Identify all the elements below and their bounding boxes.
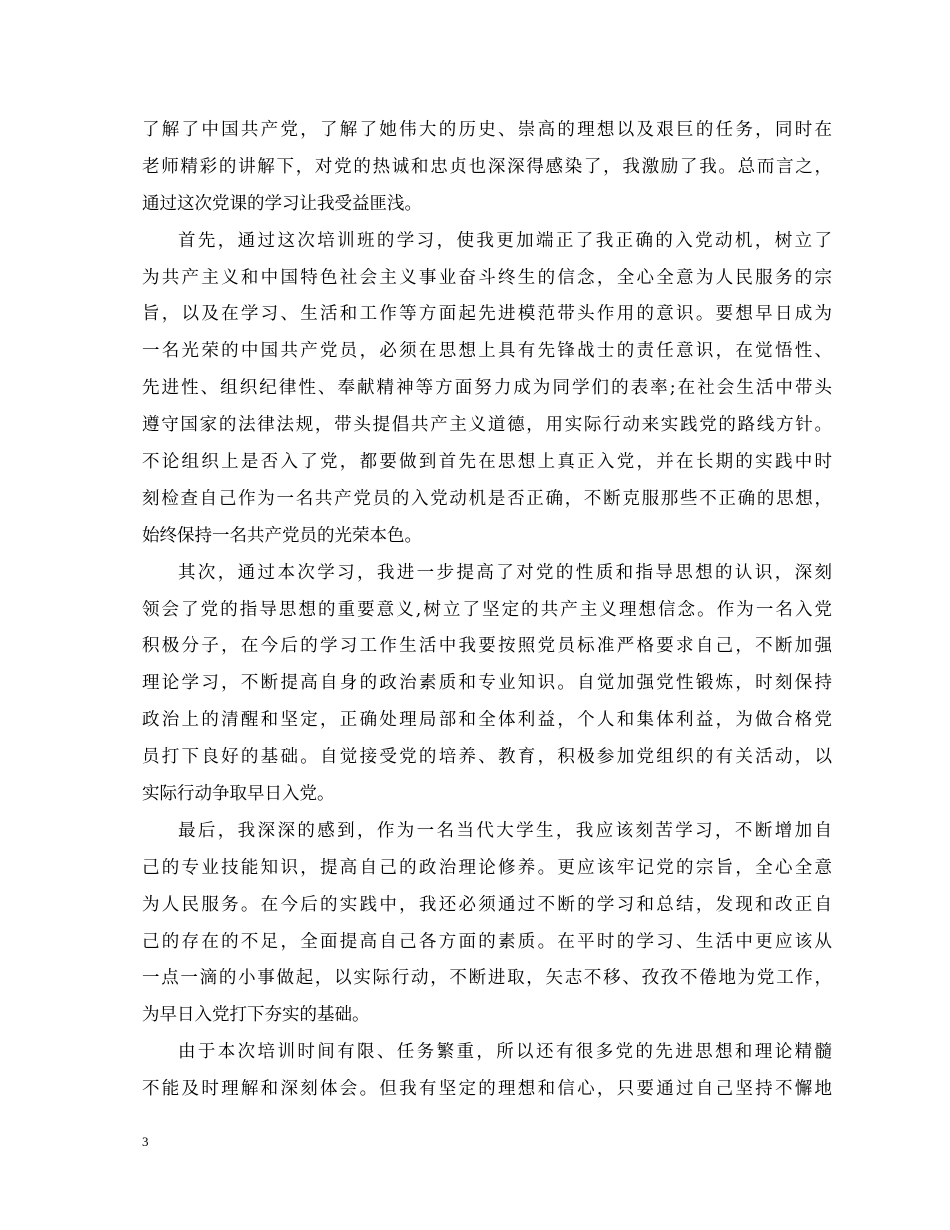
text-line: 始终保持一名共产党员的光荣本色。 <box>142 525 422 546</box>
text-line: 为早日入党打下夯实的基础。 <box>142 1005 370 1026</box>
text-line: 刻检查自己作为一名共产党员的入党动机是否正确，不断克服那些不正确的思想， <box>142 488 832 509</box>
text-line: 由于本次培训时间有限、任务繁重，所以还有很多党的先进思想和理论精髓 <box>178 1042 832 1063</box>
text-line: 不能及时理解和深刻体会。但我有坚定的理想和信心，只要通过自己坚持不懈地 <box>142 1079 832 1100</box>
text-line: 一名光荣的中国共产党员，必须在思想上具有先锋战士的责任意识，在觉悟性、 <box>142 341 832 362</box>
text-line: 首先，通过这次培训班的学习，使我更加端正了我正确的入党动机，树立了 <box>178 230 832 251</box>
text-line: 积极分子，在今后的学习工作生活中我要按照党员标准严格要求自己，不断加强 <box>142 636 832 657</box>
text-line: 为人民服务。在今后的实践中，我还必须通过不断的学习和总结，发现和改正自 <box>142 894 832 915</box>
text-line: 己的存在的不足，全面提高自己各方面的素质。在平时的学习、生活中更应该从 <box>142 931 832 952</box>
body-text <box>142 112 832 1108</box>
text-line: 了解了中国共产党，了解了她伟大的历史、崇高的理想以及艰巨的任务，同时在 <box>142 120 832 140</box>
text-line: 一点一滴的小事做起，以实际行动，不断进取，矢志不移、孜孜不倦地为党工作， <box>142 968 832 989</box>
text-line: 领会了党的指导思想的重要意义,树立了坚定的共产主义理想信念。作为一名入党 <box>142 599 832 620</box>
text-line: 其次，通过本次学习，我进一步提高了对党的性质和指导思想的认识，深刻 <box>178 562 832 583</box>
text-line: 己的专业技能知识，提高自己的政治理论修养。更应该牢记党的宗旨，全心全意 <box>142 857 832 878</box>
text-line: 遵守国家的法律法规，带头提倡共产主义道德，用实际行动来实践党的路线方针。 <box>142 415 832 436</box>
text-line: 旨，以及在学习、生活和工作等方面起先进模范带头作用的意识。要想早日成为 <box>142 304 832 325</box>
text-line: 通过这次党课的学习让我受益匪浅。 <box>142 193 422 214</box>
text-line: 最后，我深深的感到，作为一名当代大学生，我应该刻苦学习，不断增加自 <box>178 820 832 841</box>
text-line: 为共产主义和中国特色社会主义事业奋斗终生的信念，全心全意为人民服务的宗 <box>142 267 832 288</box>
page-number: 3 <box>142 1134 149 1149</box>
text-line: 先进性、组织纪律性、奉献精神等方面努力成为同学们的表率;在社会生活中带头 <box>142 378 832 399</box>
text-line: 老师精彩的讲解下，对党的热诚和忠贞也深深得感染了，我激励了我。总而言之， <box>142 156 832 177</box>
text-line: 员打下良好的基础。自觉接受党的培养、教育，积极参加党组织的有关活动，以 <box>142 747 832 768</box>
text-line: 政治上的清醒和坚定，正确处理局部和全体利益，个人和集体利益，为做合格党 <box>142 710 832 731</box>
text-line: 不论组织上是否入了党，都要做到首先在思想上真正入党，并在长期的实践中时 <box>142 452 832 473</box>
text-line: 理论学习，不断提高自身的政治素质和专业知识。自觉加强党性锻炼，时刻保持 <box>142 673 832 694</box>
text-line: 实际行动争取早日入党。 <box>142 784 335 805</box>
